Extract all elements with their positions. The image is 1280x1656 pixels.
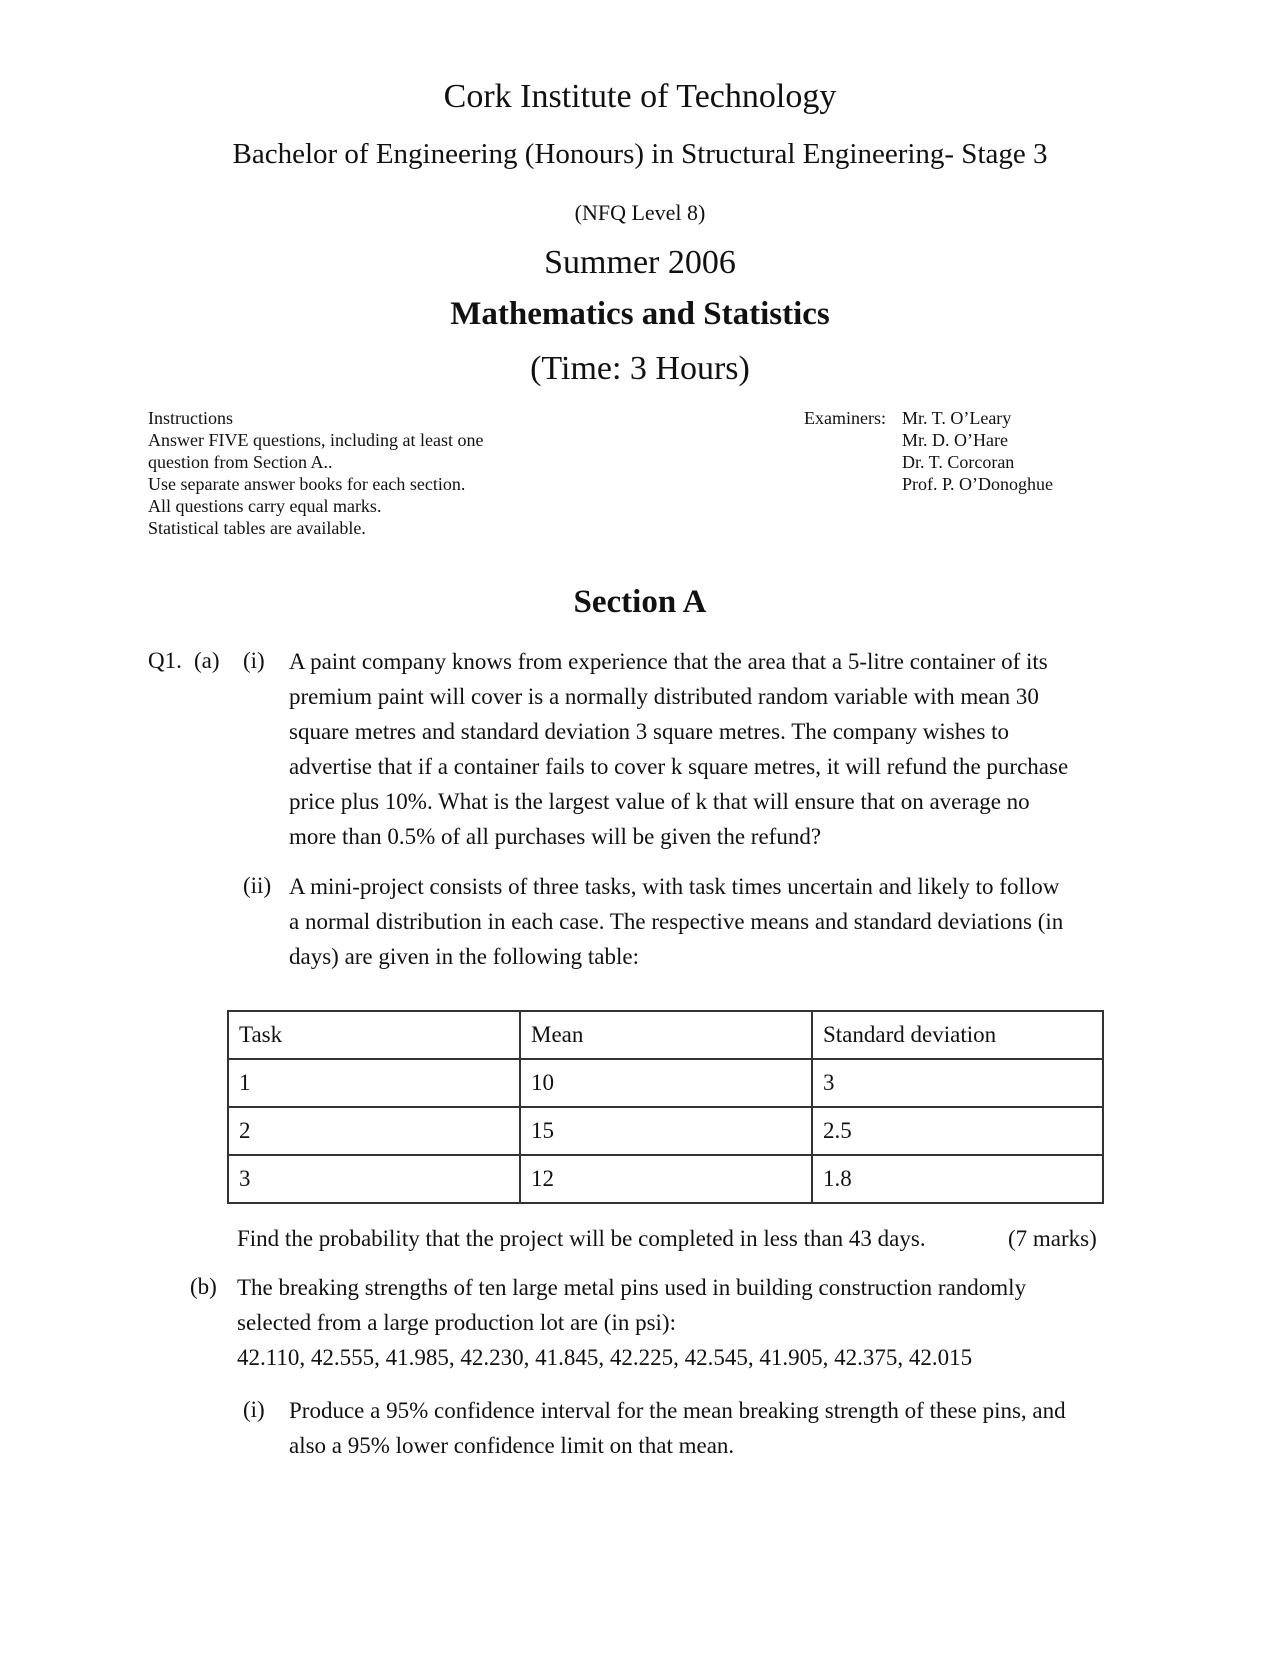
instruction-line: Answer FIVE questions, including at least one <box>148 430 484 450</box>
text-line: premium paint will cover is a normally distributed random variable with mean 30 <box>289 684 1039 709</box>
text-line: Produce a 95% confidence interval for the mean breaking strength of these pins, and <box>289 1398 1066 1423</box>
table-row <box>228 1107 1103 1155</box>
table-cell: 2 <box>228 1107 520 1155</box>
table-cell: 12 <box>520 1155 812 1203</box>
find-probability-text: Find the probability that the project will be completed in less than 43 days. <box>237 1226 926 1251</box>
text-line: price plus 10%. What is the largest value of k that will ensure that on average no <box>289 789 1030 814</box>
nfq-level: (NFQ Level 8) <box>574 200 706 225</box>
instructions-block <box>148 407 483 539</box>
table-cell: 1 <box>228 1059 520 1107</box>
marks-label: (7 marks) <box>1008 1226 1097 1251</box>
examiner-name: Dr. T. Corcoran <box>902 452 1015 472</box>
subpart-ii-label: (ii) <box>243 873 272 898</box>
examiner-name: Prof. P. O’Donoghue <box>902 474 1053 494</box>
table-cell: 2.5 <box>812 1107 1103 1155</box>
subpart-b-i-label: (i) <box>243 1397 265 1422</box>
examiners-list <box>902 407 1053 495</box>
subpart-i-label: (i) <box>243 648 265 673</box>
subject-title: Mathematics and Statistics <box>450 296 830 332</box>
instruction-line: Statistical tables are available. <box>148 518 366 538</box>
text-line: advertise that if a container fails to cover k square metres, it will refund the purchase <box>289 754 1069 779</box>
table-row <box>228 1059 1103 1107</box>
question-text-a-ii <box>289 869 1063 974</box>
text-line: more than 0.5% of all purchases will be given the refund? <box>289 824 822 849</box>
table-header-cell: Task <box>228 1011 520 1059</box>
task-times-table <box>227 1010 1104 1204</box>
examiner-name: Mr. D. O’Hare <box>902 430 1008 450</box>
exam-duration: (Time: 3 Hours) <box>530 350 750 387</box>
text-line: a normal distribution in each case. The respective means and standard deviations (in <box>289 909 1064 934</box>
text-line: A paint company knows from experience that the area that a 5-litre container of its <box>289 649 1048 674</box>
examiner-name: Mr. T. O’Leary <box>902 408 1012 428</box>
programme-title: Bachelor of Engineering (Honours) in Structural Engineering- Stage 3 <box>232 138 1048 170</box>
part-a-label: (a) <box>194 648 220 673</box>
text-line: The breaking strengths of ten large metal pins used in building construction randomly <box>237 1275 1027 1300</box>
table-header-cell: Standard deviation <box>812 1011 1103 1059</box>
examiners-label: Examiners: <box>804 408 886 428</box>
instructions-heading: Instructions <box>148 408 233 428</box>
exam-session: Summer 2006 <box>544 244 736 281</box>
text-line: days) are given in the following table: <box>289 944 640 969</box>
table-header-row <box>228 1011 1103 1059</box>
data-values-line: 42.110, 42.555, 41.985, 42.230, 41.845, 42.225, 42.545, 41.905, 42.375, 42.015 <box>237 1345 973 1370</box>
table-cell: 10 <box>520 1059 812 1107</box>
section-heading: Section A <box>573 584 707 620</box>
table-cell: 3 <box>228 1155 520 1203</box>
institution-name: Cork Institute of Technology <box>443 78 837 115</box>
text-line: square metres and standard deviation 3 square metres. The company wishes to <box>289 719 1010 744</box>
table-cell: 3 <box>812 1059 1103 1107</box>
question-number: Q1. <box>148 648 182 673</box>
table-cell: 15 <box>520 1107 812 1155</box>
question-text-a-i <box>289 644 1068 854</box>
text-line: A mini-project consists of three tasks, with task times uncertain and likely to follow <box>289 874 1060 899</box>
question-text-b-i <box>289 1393 1066 1463</box>
table-row <box>228 1155 1103 1203</box>
instruction-line: Use separate answer books for each section. <box>148 474 466 494</box>
instruction-line: question from Section A.. <box>148 452 333 472</box>
question-text-b <box>237 1270 1026 1375</box>
instruction-line: All questions carry equal marks. <box>148 496 382 516</box>
examiners-block <box>804 407 1053 495</box>
part-b-label: (b) <box>190 1274 217 1299</box>
table-cell: 1.8 <box>812 1155 1103 1203</box>
table-header-cell: Mean <box>520 1011 812 1059</box>
text-line: also a 95% lower confidence limit on that mean. <box>289 1433 735 1458</box>
text-line: selected from a large production lot are (in psi): <box>237 1310 676 1335</box>
